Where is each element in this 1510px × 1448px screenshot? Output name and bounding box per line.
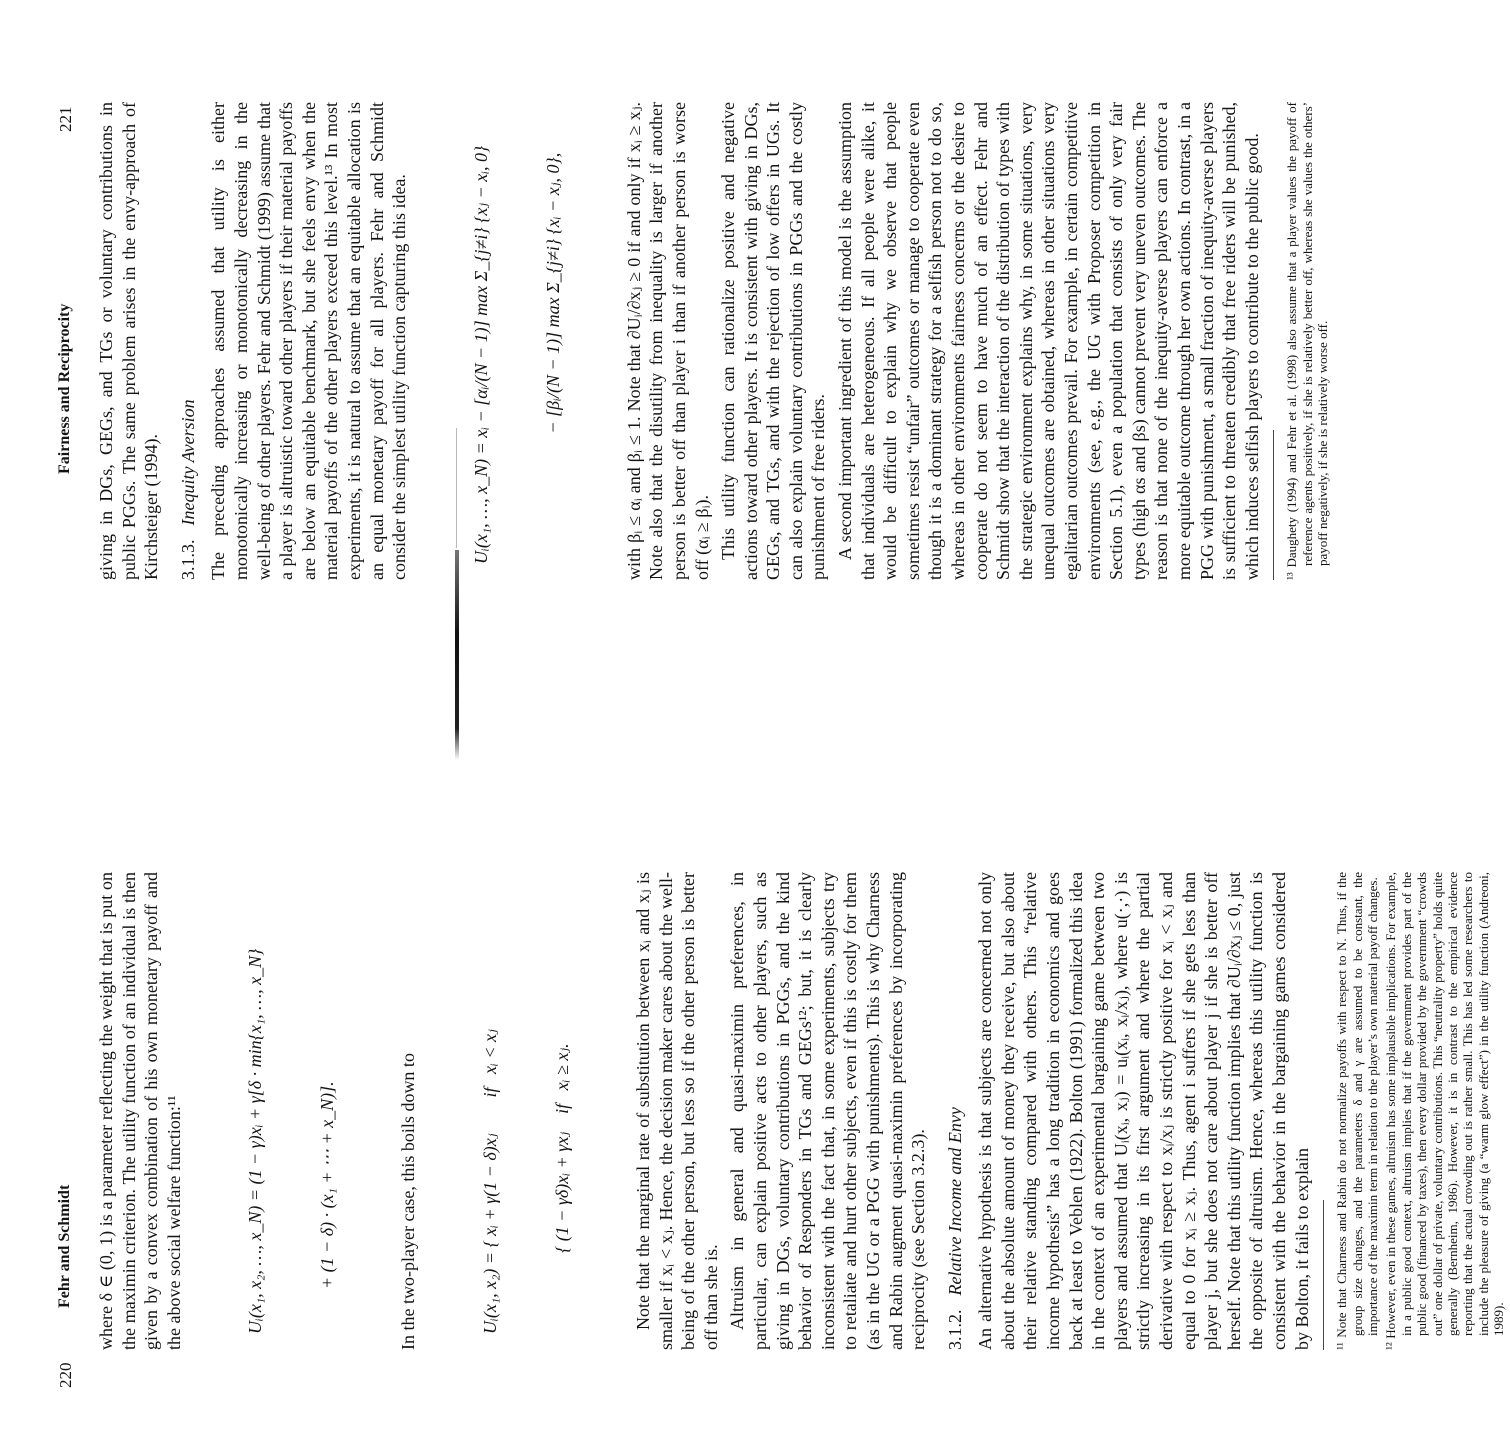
footnote-rule xyxy=(1273,430,1274,580)
left-page xyxy=(0,724,1507,1448)
paragraph: where δ ∈ (0, 1) is a parameter reflecting the weight that is put on the maximin criterion. The utility function of an individual is then given by a convex combination of his own monetary payoff and the above social welfare function:¹¹ xyxy=(96,872,184,1350)
paragraph: giving in DGs, GEGs, and TGs or voluntary contributions in public PGGs. The same problem arises in the envy-approach of Kirchsteiger (1994). xyxy=(96,102,162,580)
footnotes xyxy=(1334,872,1506,1350)
equation-line: + (1 − δ) · (x₁ + ⋯ + x_N)]. xyxy=(317,1081,338,1334)
page-number: 220 xyxy=(56,1362,75,1388)
running-head: Fehr and Schmidt xyxy=(56,1184,73,1308)
section-heading xyxy=(177,102,200,580)
section-title: Relative Income and Envy xyxy=(944,1107,965,1296)
paragraph: In the two-player case, this boils down to xyxy=(398,1053,419,1350)
paragraph: Note that the marginal rate of substitution between xᵢ and xⱼ is smaller if xᵢ < xⱼ. Hence, the decision maker cares about the well-being of the other person, but less so if the other person is better off than she is. xyxy=(632,872,721,1350)
equation-line: Uᵢ(x₁, x₂) = { xᵢ + γ(1 − δ)xⱼ if xᵢ < xⱼ xyxy=(479,1029,500,1334)
equation-line: Uᵢ(x₁, …, x_N) = xᵢ − [αᵢ/(N − 1)] max Σ_{j≠i} {xⱼ − xᵢ, 0} xyxy=(470,145,491,564)
equation-line: − [βᵢ/(N − 1)] max Σ_{j≠i} {xᵢ − xⱼ, 0}, xyxy=(542,152,563,564)
footnote: ¹² However, even in these games, altruism has some implausible implications. For example, in a public good context, altruism implies that if the government provides part of the public good (financed by taxes), then every dollar provided by the government “crowds out” one dollar of private, voluntary contributions. This “neutrality property” holds quite generally (Bernheim, 1986). However, it is in contrast to the empirical evidence reporting that the actual crowding out is rather small. This has led some researchers to include the pleasure of giving (a “warm glow effect”) in the utility function (Andreoni, 1989). xyxy=(1383,872,1507,1350)
equation-line: { (1 − γδ)xᵢ + γxⱼ if xᵢ ≥ xⱼ. xyxy=(551,1043,572,1334)
paragraph: Altruism in general and quasi-maximin preferences, in particular, can explain positive acts to other players, such as giving in DGs, voluntary contributions in PGGs, and the kind behavior of Responders in TGs and GEGs¹²; but, it is clearly inconsistent with the fact that, in some experiments, subjects try to retaliate and hurt other subjects, even if this is costly for them (as in the UG or a PGG with punishments). This is why Charness and Rabin augment quasi-maximin preferences by incorporating reciprocity (see Section 3.2.3). xyxy=(727,872,929,1350)
equation-block xyxy=(421,102,613,564)
footnotes xyxy=(1284,102,1330,580)
footnote-rule xyxy=(1323,1200,1324,1350)
equation-block xyxy=(195,872,387,1334)
section-number: 3.1.2. xyxy=(944,1309,965,1350)
text-column xyxy=(95,872,1510,1350)
paragraph: with βᵢ ≤ αᵢ and βᵢ ≤ 1. Note that ∂Uᵢ/∂xⱼ ≥ 0 if and only if xᵢ ≥ xⱼ. Note also that the disutility from inequality is larger if another person is better off than player i than if another person is worse off (αᵢ ≥ βᵢ). xyxy=(623,102,712,580)
running-head: Fairness and Reciprocity xyxy=(56,303,73,474)
section-heading xyxy=(944,872,967,1350)
footnote: ¹¹ Note that Charness and Rabin do not normalize payoffs with respect to N. Thus, if the group size changes, and the parameters δ and γ are assumed to be constant, the importance of the maximin term in relation to the player’s own material payoff changes. xyxy=(1334,872,1380,1350)
equation-line: Uᵢ(x₁, x₂, …, x_N) = (1 − γ)xᵢ + γ[δ · min{x₁, …, x_N} xyxy=(245,948,266,1334)
footnote: ¹³ Daughety (1994) and Fehr et al. (1998) also assume that a player values the payoff of reference agents positively, if she is relatively better off, whereas she values the others’ payoff negatively, if she is relatively worse off. xyxy=(1284,102,1331,580)
section-title: Inequity Aversion xyxy=(177,399,198,526)
paragraph: An alternative hypothesis is that subjects are concerned not only about the absolute amount of money they receive, but also about their relative standing compared with others. This “relative income hypothesis” has a long tradition in economics and goes back at least to Veblen (1922). Bolton (1991) formalized this idea in the context of an experimental bargaining game between two players and assumed that Uᵢ(xᵢ, xⱼ) = uᵢ(xᵢ, xᵢ/xⱼ), where u(·,·) is strictly increasing in its first argument and where the partial derivative with respect to xᵢ/xⱼ is strictly positive for xᵢ < xⱼ and equal to 0 for xᵢ ≥ xⱼ. Thus, agent i suffers if she gets less than player j, but she does not care about player j if she is better off herself. Note that this utility function implies that ∂Uᵢ/∂xⱼ ≤ 0, just the opposite of altruism. Hence, whereas this utility function is consistent with the behavior in the bargaining games considered by Bolton, it fails to explain xyxy=(975,872,1312,1350)
section-number: 3.1.3. xyxy=(177,539,198,580)
page-number: 221 xyxy=(56,106,75,132)
text-column xyxy=(95,102,1334,580)
paragraph: A second important ingredient of this model is the assumption that individuals are heterogeneous. If all people were alike, it would be difficult to explain why we observe that people sometimes resist “unfair” outcomes or manage to cooperate even though it is a dominant strategy for a selfish person not to do so, whereas in other environments fairness concerns or the desire to cooperate do not seem to have much of an effect. Fehr and Schmidt show that the interaction of the distribution of types with the strategic environment explains why, in some situations, very unequal outcomes are obtained, whereas in other situations very egalitarian outcomes prevail. For example, in certain competitive environments (see, e.g., the UG with Proposer competition in Section 5.1), even a population that consists of only very fair types (high αs and βs) cannot prevent very uneven outcomes. The reason is that none of the inequity-averse players can enforce a more equitable outcome through her own actions. In contrast, in a PGG with punishment, a small fraction of inequity-averse players is sufficient to threaten credibly that free riders will be punished, which induces selfish players to contribute to the public good. xyxy=(835,102,1262,580)
right-page xyxy=(0,0,1331,724)
paragraph: The preceding approaches assumed that utility is either monotonically increasing or monotonically decreasing in the well-being of other players. Fehr and Schmidt (1999) assume that a player is altruistic toward other players if their material payoffs are below an equitable benchmark, but she feels envy when the material payoffs of the other players exceed this level.¹³ In most experiments, it is natural to assume that an equitable allocation is an equal monetary payoff for all players. Fehr and Schmidt consider the simplest utility function capturing this idea. xyxy=(208,102,410,580)
equation-block xyxy=(430,872,622,1334)
paragraph: This utility function can rationalize positive and negative actions toward other players. It is consistent with giving in DGs, GEGs, and TGs, and with the rejection of low offers in UGs. It can also explain voluntary contributions in PGGs and the costly punishment of free riders. xyxy=(718,102,829,580)
